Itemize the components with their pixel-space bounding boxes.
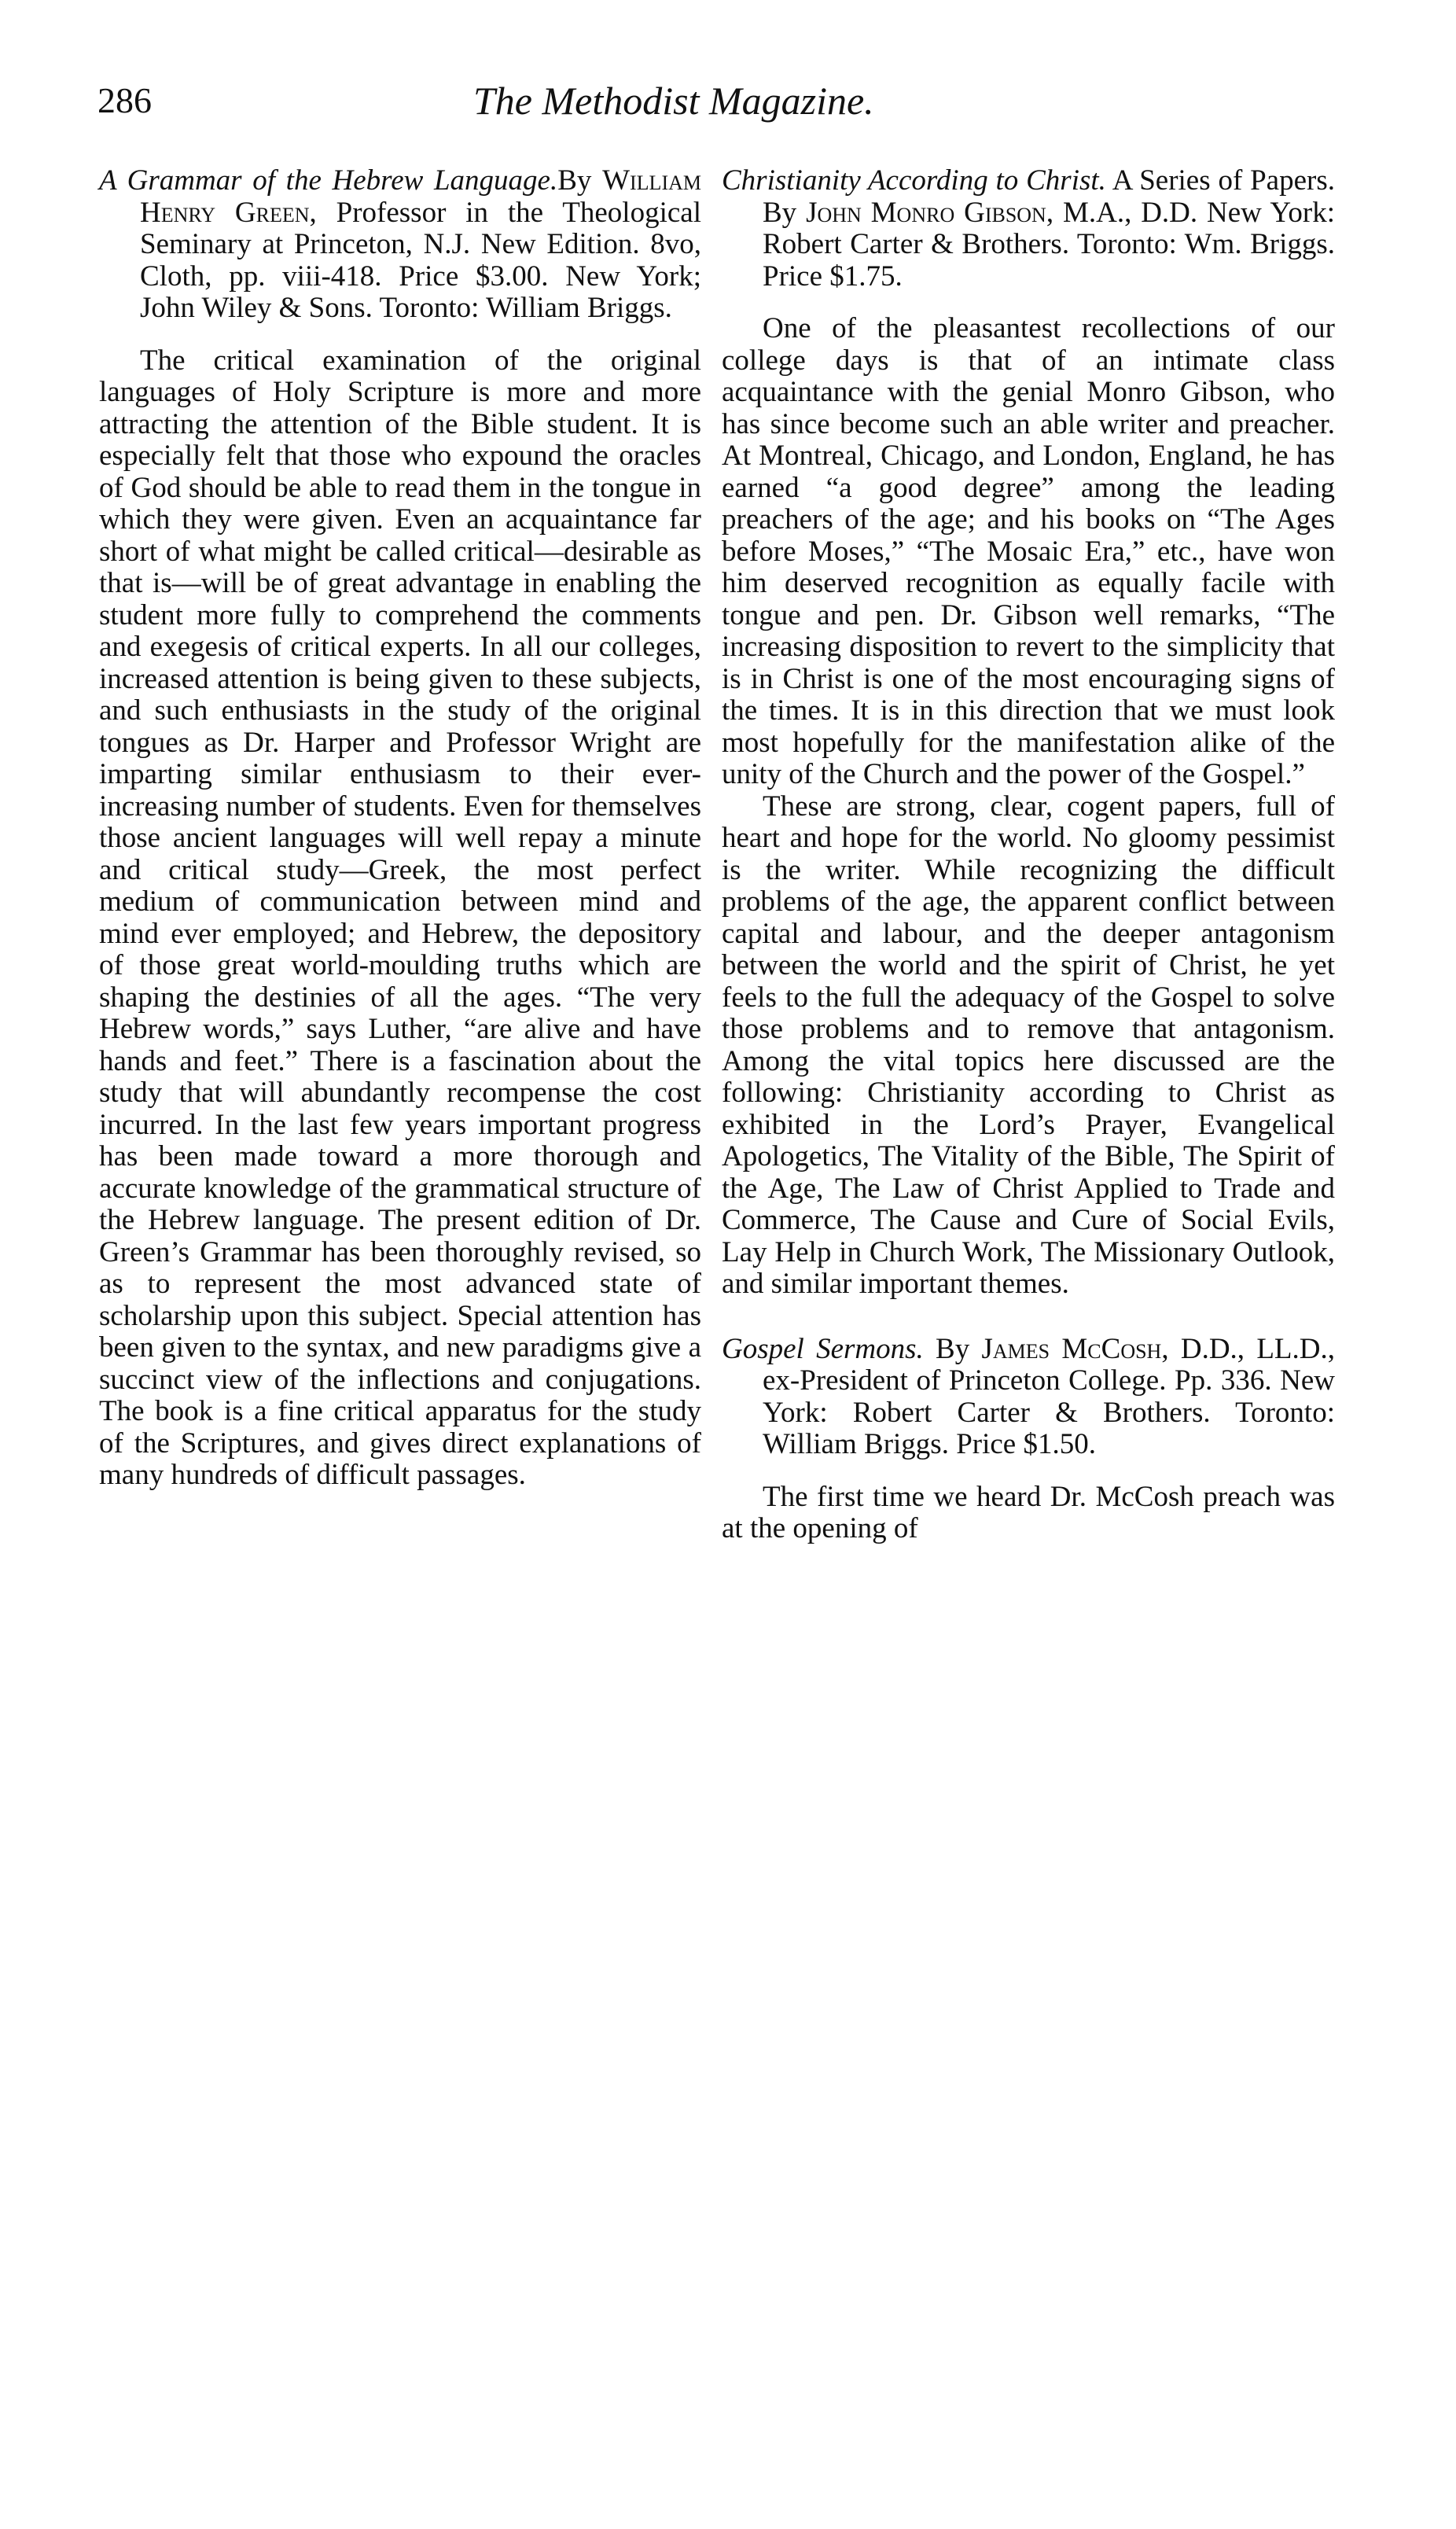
- review-body: [99, 345, 701, 1492]
- review-heading: [722, 1334, 1335, 1461]
- review-christianity-according-to-christ: [722, 165, 1335, 1301]
- review-heading: [722, 165, 1335, 293]
- review-paragraph: One of the pleasantest recollections of our college days is that of an intimate class acquaintance with the genial Monro Gibson, who has since become such an able writer and preacher. At Montreal, Chicago, and London, England, he has earned “a good degree” among the leading preachers of the age; and his books on “The Ages before Moses,” “The Mosaic Era,” etc., have won him deserved recognition as equally facile with tongue and pen. Dr. Gibson well remarks, “The increasing disposition to revert to the simplicity that is in Christ is one of the most encouraging signs of the times. It is in this direction that we must look most hopefully for the manifestation alike of the unity of the Church and the power of the Gospel.”: [722, 312, 1335, 790]
- running-title: The Methodist Magazine.: [473, 79, 874, 123]
- book-title: Christianity According to Christ.: [722, 164, 1106, 197]
- author-prefix: A Series of Papers. By: [763, 164, 1335, 229]
- book-details: , M.A., D.D. New York: Robert Carter & Brothers. Toronto: Wm. Briggs. Price $1.75.: [763, 196, 1336, 293]
- review-paragraph: These are strong, clear, cogent papers, full of heart and hope for the world. No gloomy pessimist is the writer. While recognizing the difficult problems of the age, the apparent conflict between capital and labour, and the deeper antagonism between the world and the spirit of Christ, he yet feels to the full the adequacy of the Gospel to solve those problems and to remove that antagonism. Among the vital topics here discussed are the following: Christianity according to Christ as exhibited in the Lord’s Prayer, Evangelical Apologetics, The Vitality of the Bible, The Spirit of the Age, The Law of Christ Applied to Trade and Commerce, The Cause and Cure of Social Evils, Lay Help in Church Work, The Missionary Outlook, and similar important themes.: [722, 790, 1335, 1300]
- author-prefix: By: [557, 164, 603, 197]
- page-header: [97, 77, 1324, 132]
- book-details: , D.D., LL.D., ex-President of Princeton College. Pp. 336. New York: Robert Carter & Brothers. Toronto: William Briggs. Price $1.50.: [763, 1332, 1335, 1460]
- review-heading: [99, 165, 701, 325]
- review-body: [722, 1482, 1335, 1545]
- book-title: A Grammar of the Hebrew Language.: [99, 164, 558, 197]
- book-details: , Professor in the Theological Seminary at Princeton, N.J. New Edition. 8vo, Cloth, pp. viii-418. Price $3.00. New York; John Wiley & Sons. Toronto: William Briggs.: [140, 196, 701, 324]
- review-paragraph: The critical examination of the original languages of Holy Scripture is more and more attracting the attention of the Bible student. It is especially felt that those who expound the oracles of God should be able to read them in the tongue in which they were given. Even an acquaintance far short of what might be called critical—desirable as that is—will be of great advantage in enabling the student more fully to comprehend the comments and exegesis of critical experts. In all our colleges, increased attention is being given to these subjects, and such enthusiasts in the study of the original tongues as Dr. Harper and Professor Wright are imparting similar enthusiasm to their ever-increasing number of students. Even for themselves those ancient languages will well repay a minute and critical study—Greek, the most perfect medium of communication between mind and mind ever employed; and Hebrew, the depository of those great world-moulding truths which are shaping the destinies of all the ages. “The very Hebrew words,” says Luther, “are alive and have hands and feet.” There is a fascination about the study that will abundantly recompense the cost incurred. In the last few years important progress has been made toward a more thorough and accurate knowledge of the grammatical structure of the Hebrew language. The present edition of Dr. Green’s Grammar has been thoroughly revised, so as to represent the most advanced state of scholarship upon this subject. Special attention has been given to the syntax, and new paradigms give a succinct view of the inflections and conjugations. The book is a fine critical apparatus for the study of the Scriptures, and gives direct explanations of many hundreds of difficult passages.: [99, 344, 701, 1491]
- book-author: John Monro Gibson: [806, 196, 1046, 229]
- book-author: William Henry Green: [140, 164, 701, 229]
- page-number: 286: [97, 80, 152, 120]
- book-title: Gospel Sermons.: [722, 1332, 924, 1365]
- review-gospel-sermons: [722, 1334, 1335, 1545]
- left-column: [99, 165, 701, 1492]
- review-hebrew-grammar: [99, 165, 701, 1492]
- review-body: [722, 313, 1335, 1301]
- right-column: [722, 165, 1335, 1545]
- author-prefix: By: [923, 1332, 982, 1365]
- book-author: James McCosh: [981, 1332, 1162, 1365]
- review-paragraph: The first time we heard Dr. McCosh preach was at the opening of: [722, 1480, 1335, 1544]
